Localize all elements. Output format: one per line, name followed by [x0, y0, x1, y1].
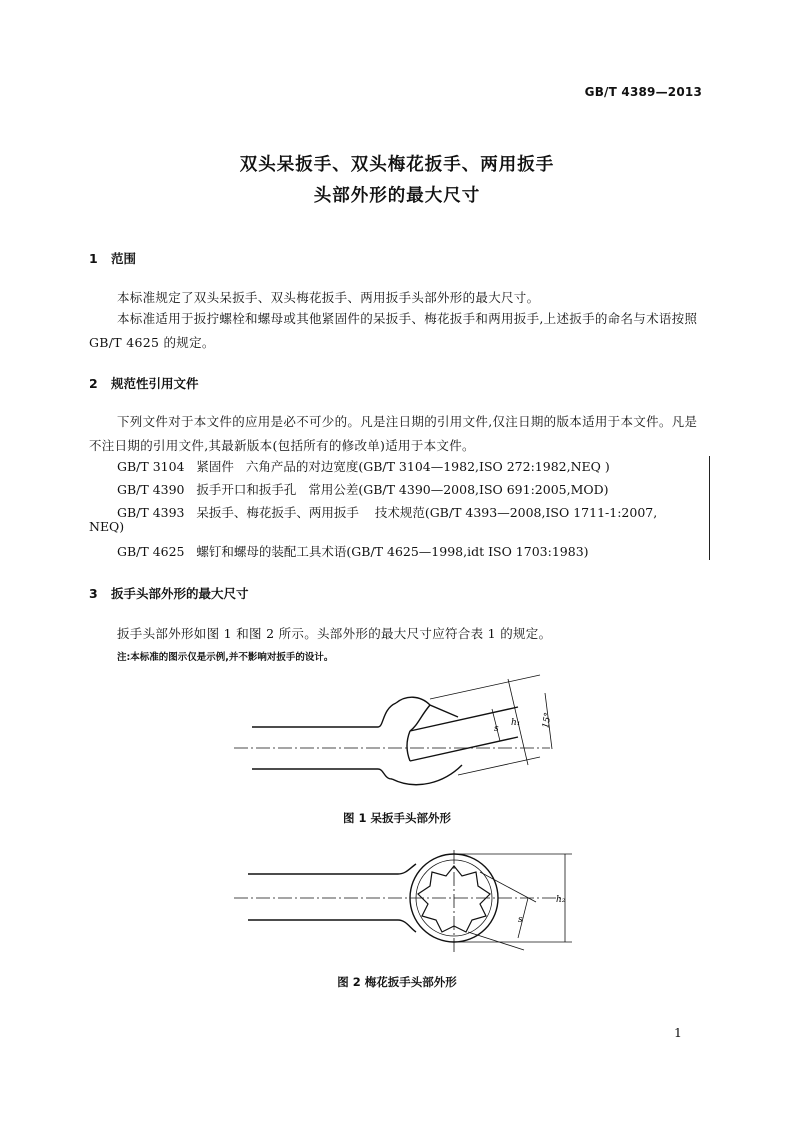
section-2-paragraph: 下列文件对于本文件的应用是必不可少的。凡是注日期的引用文件,仅注日期的版本适用于本文件。凡是不注日期的引用文件,其最新版本(包括所有的修改单)适用于本文件。: [89, 414, 698, 453]
label-h1: h₁: [511, 718, 521, 728]
page-number: 1: [674, 1025, 682, 1040]
section-2-heading: [89, 374, 199, 392]
section-title: 范围: [111, 251, 137, 266]
label-angle: 15°: [541, 711, 554, 730]
page-title-line-2: 头部外形的最大尺寸: [313, 186, 481, 206]
standard-number: GB/T 4389—2013: [584, 85, 702, 99]
reference-item: GB/T 4390 扳手开口和扳手孔 常用公差(GB/T 4390—2008,ISO 691:2005,MOD): [117, 482, 609, 497]
label-s: s: [518, 915, 523, 925]
change-bar: [709, 456, 710, 560]
label-h2: h₂: [556, 895, 566, 905]
section-title: 规范性引用文件: [111, 376, 199, 391]
reference-item-continuation: NEQ): [89, 519, 125, 534]
section-3-paragraph: 扳手头部外形如图 1 和图 2 所示。头部外形的最大尺寸应符合表 1 的规定。: [117, 626, 552, 641]
section-3-heading: [89, 584, 249, 602]
note: 注:本标准的图示仅是示例,并不影响对扳手的设计。: [117, 652, 334, 663]
reference-item: GB/T 3104 紧固件 六角产品的对边宽度(GB/T 3104—1982,ISO 272:1982,NEQ ): [117, 459, 610, 474]
section-number: 1: [89, 251, 98, 266]
section-1-heading: [89, 249, 136, 267]
section-number: 2: [89, 376, 98, 391]
reference-item: GB/T 4393 呆扳手、梅花扳手、两用扳手 技术规范(GB/T 4393—2008,ISO 1711-1:2007,: [117, 505, 658, 520]
figure-2-ring-wrench: [230, 850, 580, 955]
page-title-line-1: 双头呆扳手、双头梅花扳手、两用扳手: [239, 155, 555, 175]
figure-1-caption: 图 1 呆扳手头部外形: [342, 811, 451, 825]
wrench-head: [392, 697, 462, 784]
wrench-handle: [252, 703, 396, 779]
label-s: s: [494, 724, 499, 734]
jaw-opening: [407, 707, 521, 761]
reference-item: GB/T 4625 螺钉和螺母的装配工具术语(GB/T 4625—1998,idt ISO 1703:1983): [117, 544, 589, 559]
section-number: 3: [89, 586, 98, 601]
section-title: 扳手头部外形的最大尺寸: [111, 586, 249, 601]
section-1-paragraph: 本标准适用于扳拧螺栓和螺母或其他紧固件的呆扳手、梅花扳手和两用扳手,上述扳手的命名与术语按照 GB/T 4625 的规定。: [89, 311, 698, 350]
figure-1-open-end-wrench: [230, 665, 570, 795]
figure-2-caption: 图 2 梅花扳手头部外形: [337, 975, 457, 989]
section-1-paragraph: 本标准规定了双头呆扳手、双头梅花扳手、两用扳手头部外形的最大尺寸。: [117, 290, 540, 305]
